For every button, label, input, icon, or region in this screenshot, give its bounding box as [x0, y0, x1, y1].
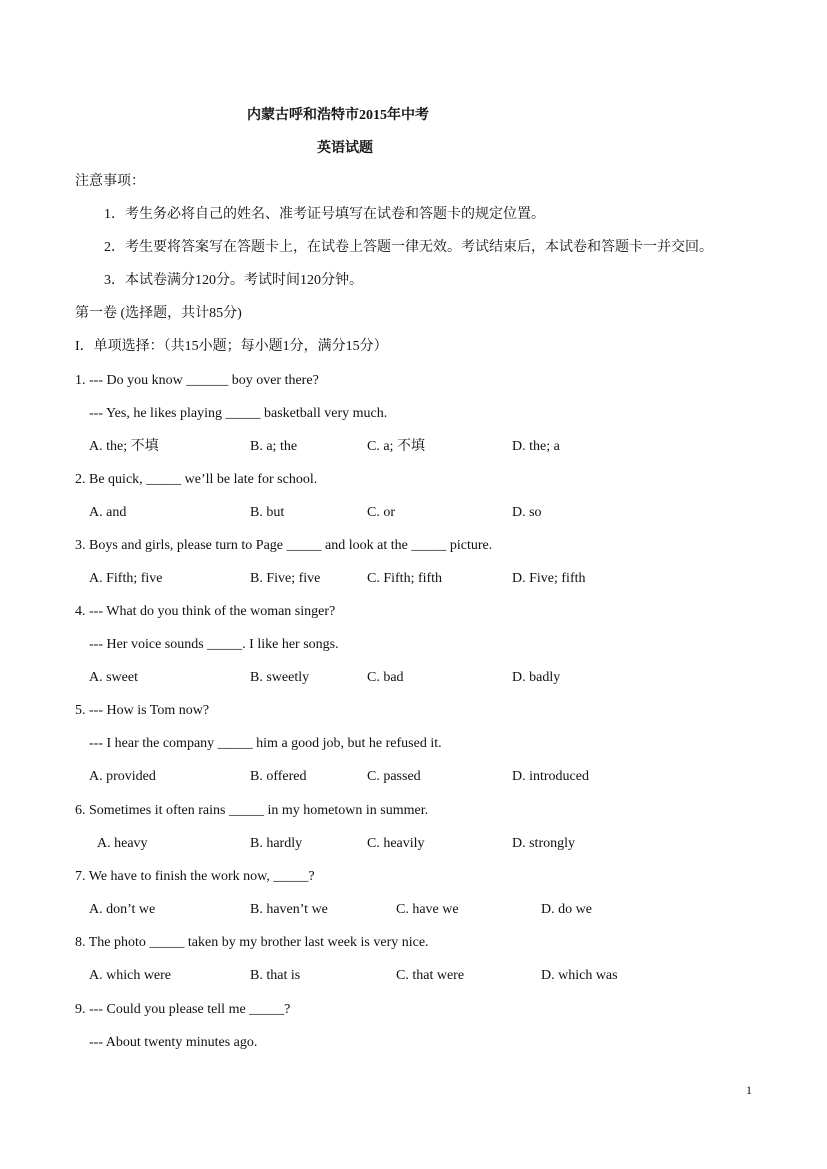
option-c: C. heavily	[367, 836, 425, 851]
question-stem: 1. --- Do you know ______ boy over there?	[75, 373, 319, 388]
option-a: A. heavy	[97, 836, 148, 851]
section-heading: I．单项选择：（共15小题；每小题1分，满分15分）	[75, 339, 388, 354]
question-stem: 4. --- What do you think of the woman singer?	[75, 604, 336, 619]
notice-item: 2．考生要将答案写在答题卡上，在试卷上答题一律无效。考试结束后，本试卷和答题卡一并交回。	[104, 240, 713, 255]
notice-item: 1．考生务必将自己的姓名、准考证号填写在试卷和答题卡的规定位置。	[104, 207, 545, 222]
option-d: D. so	[512, 505, 542, 520]
option-a: A. Fifth; five	[89, 571, 163, 586]
option-a: A. and	[89, 505, 127, 520]
part-heading: 第一卷 (选择题，共计85分)	[75, 306, 242, 321]
question-stem: 2. Be quick, _____ we’ll be late for school.	[75, 472, 318, 487]
option-d: D. strongly	[512, 836, 575, 851]
question-stem-reply: --- About twenty minutes ago.	[89, 1035, 258, 1050]
option-a: A. sweet	[89, 670, 138, 685]
option-c: C. bad	[367, 670, 404, 685]
option-a: A. which were	[89, 968, 172, 983]
exam-subtitle: 英语试题	[317, 141, 373, 156]
option-c: C. passed	[367, 769, 421, 784]
option-b: B. sweetly	[250, 670, 310, 685]
page-number: 1	[746, 1083, 752, 1097]
exam-title: 内蒙古呼和浩特市2015年中考	[247, 108, 429, 123]
question-stem: 5. --- How is Tom now?	[75, 703, 210, 718]
question-stem-reply: --- I hear the company _____ him a good job, but he refused it.	[89, 736, 442, 751]
option-d: D. badly	[512, 670, 561, 685]
option-c: C. a; 不填	[367, 439, 425, 454]
option-a: A. provided	[89, 769, 156, 784]
question-stem: 3. Boys and girls, please turn to Page _____ and look at the _____ picture.	[75, 538, 493, 553]
option-b: B. haven’t we	[250, 902, 328, 917]
question-stem: 7. We have to finish the work now, _____?	[75, 869, 315, 884]
notice-heading: 注意事项：	[75, 174, 145, 189]
question-stem-reply: --- Yes, he likes playing _____ basketball very much.	[89, 406, 388, 421]
question-stem: 9. --- Could you please tell me _____?	[75, 1002, 291, 1017]
question-stem: 8. The photo _____ taken by my brother last week is very nice.	[75, 935, 429, 950]
question-stem-reply: --- Her voice sounds _____. I like her songs.	[89, 637, 339, 652]
option-d: D. Five; fifth	[512, 571, 586, 586]
option-b: B. that is	[250, 968, 301, 983]
option-c: C. that were	[396, 968, 465, 983]
option-b: B. but	[250, 505, 285, 520]
option-b: B. offered	[250, 769, 307, 784]
option-b: B. a; the	[250, 439, 298, 454]
option-a: A. the; 不填	[89, 439, 159, 454]
notice-item: 3．本试卷满分120分。考试时间120分钟。	[104, 273, 363, 288]
option-d: D. the; a	[512, 439, 560, 454]
option-d: D. introduced	[512, 769, 589, 784]
option-c: C. have we	[396, 902, 459, 917]
option-b: B. hardly	[250, 836, 303, 851]
option-c: C. Fifth; fifth	[367, 571, 443, 586]
option-d: D. which was	[541, 968, 618, 983]
option-d: D. do we	[541, 902, 592, 917]
option-a: A. don’t we	[89, 902, 156, 917]
option-b: B. Five; five	[250, 571, 321, 586]
question-stem: 6. Sometimes it often rains _____ in my hometown in summer.	[75, 803, 429, 818]
option-c: C. or	[367, 505, 395, 520]
